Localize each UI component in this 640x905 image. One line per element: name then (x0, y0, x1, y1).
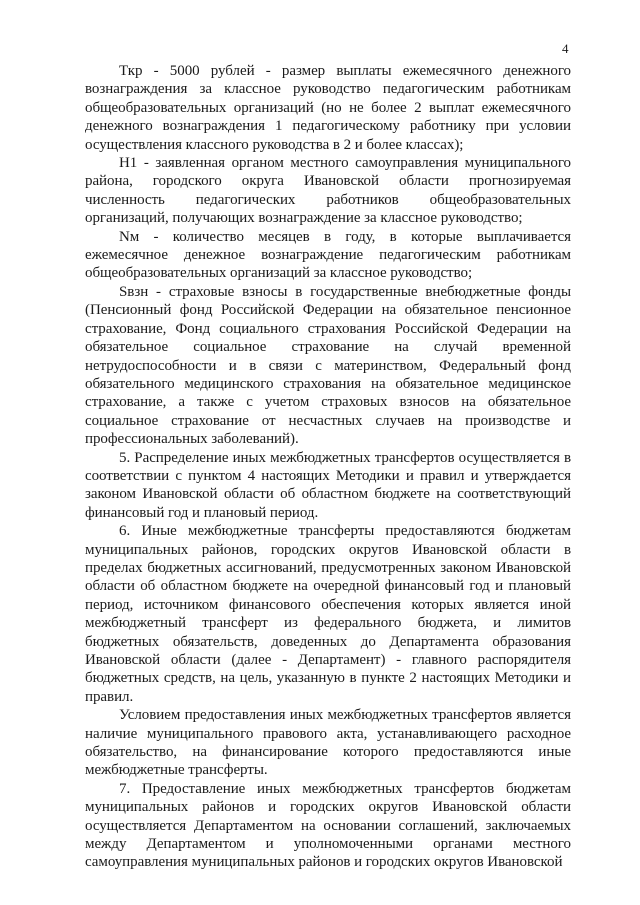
document-body (85, 62, 571, 872)
paragraph-svzn-definition: Sвзн - страховые взносы в государственные внебюджетные фонды (Пенсионный фонд Российской Федерации на обязательное пенсионное страхование, Фонд социального страхования Российской Федерации на обязательное социальное страхование на случай временной нетрудоспособности и в связи с материнством, Федеральный фонд обязательного медицинского страхования на обязательное медицинское страхование, а также с учетом страховых взносов на обязательное социальное страхование от несчастных случаев на производстве и профессиональных заболеваний). (85, 283, 571, 448)
paragraph-nm-definition: Nм - количество месяцев в году, в которые выплачивается ежемесячное денежное вознаграждение педагогическим работникам общеобразовательных организаций за классное руководство; (85, 228, 571, 282)
paragraph-clause-7: 7. Предоставление иных межбюджетных трансфертов бюджетам муниципальных районов и городских округов Ивановской области осуществляется Департаментом на основании соглашений, заключаемых между Департаментом и уполномоченными органами местного самоуправления муниципальных районов и городских округов Ивановской (85, 780, 571, 871)
paragraph-condition: Условием предоставления иных межбюджетных трансфертов является наличие муниципального правового акта, устанавливающего расходное обязательство, на финансирование которого предоставляются иные межбюджетные трансферты. (85, 707, 571, 779)
page-number: 4 (562, 41, 569, 56)
paragraph-n1-definition: Н1 - заявленная органом местного самоуправления муниципального района, городского округа Ивановской области прогнозируемая численность педагогических работников общеобразовательных организаций, получающих вознаграждение за классное руководство; (85, 155, 571, 227)
paragraph-clause-6: 6. Иные межбюджетные трансферты предоставляются бюджетам муниципальных районов, городских округов Ивановской области в пределах бюджетных ассигнований, предусмотренных законом Ивановской области об областном бюджете на очередной финансовый год и плановый период, источником финансового обеспечения которых является иной межбюджетный трансферт из федерального бюджета, и лимитов бюджетных обязательств, доведенных до Департамента образования Ивановской области (далее - Департамент) - главного распорядителя бюджетных средств, на цель, указанную в пункте 2 настоящих Методики и правил. (85, 523, 571, 705)
paragraph-tkr-definition: Ткр - 5000 рублей - размер выплаты ежемесячного денежного вознаграждения за классное руководство педагогическим работникам общеобразовательных организаций (но не более 2 выплат ежемесячного денежного вознаграждения 1 педагогическому работнику при условии осуществления классного руководства в 2 и более классах); (85, 63, 571, 153)
paragraph-clause-5: 5. Распределение иных межбюджетных трансфертов осуществляется в соответствии с пунктом 4 настоящих Методики и правил и утверждается законом Ивановской области об областном бюджете на соответствующий финансовый год и плановый период. (85, 449, 571, 521)
